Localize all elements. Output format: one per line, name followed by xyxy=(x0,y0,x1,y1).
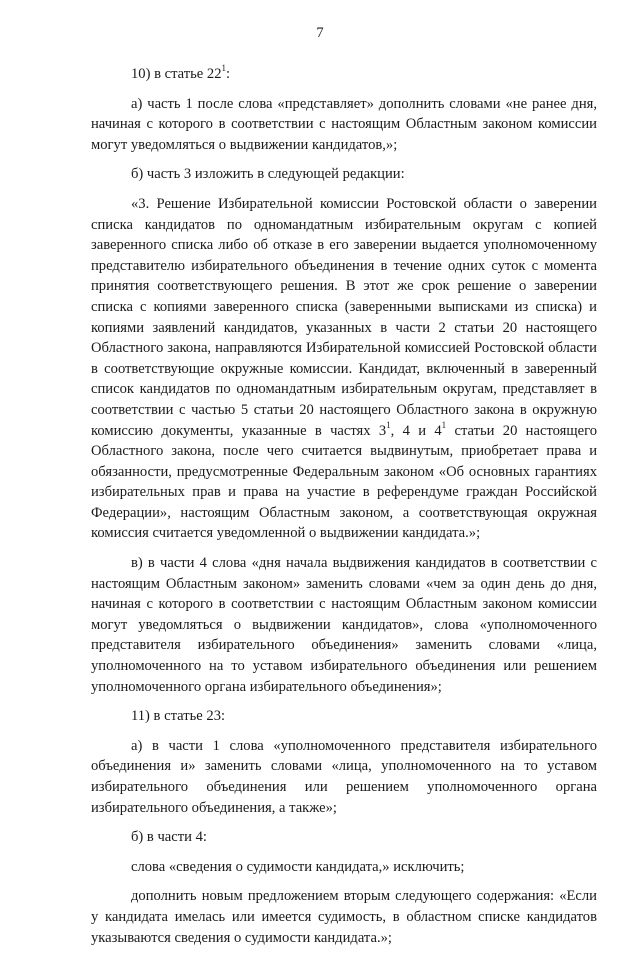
superscript: 1 xyxy=(221,63,227,74)
paragraph-text: б) в части 4: xyxy=(131,829,207,846)
paragraph-23-part-b xyxy=(91,827,597,848)
paragraph-article-23 xyxy=(91,706,597,727)
paragraph-part-b xyxy=(91,164,597,185)
paragraph-tail: : xyxy=(226,66,231,82)
superscript: 1 xyxy=(386,419,391,430)
paragraph-exclude-words xyxy=(91,857,597,878)
paragraph-new-part-3 xyxy=(91,194,597,544)
paragraph-text: б) часть 3 изложить в следующей редакции: xyxy=(131,166,405,183)
paragraph-text: а) часть 1 после слова «представляет» дополнить словами «не ранее дня, начиная с которого в соответствии с настоящим Областным законом комиссии могут уведомляться о выдвижении кандидатов,»; xyxy=(91,95,597,153)
page-number: 7 xyxy=(316,25,324,41)
paragraph-part-a xyxy=(91,94,597,156)
paragraph-article-22-1 xyxy=(91,64,597,85)
paragraph-text: в) в части 4 слова «дня начала выдвижения кандидатов в соответствии с настоящим Областным законом» заменить словами «чем за один день до дня, начиная с которого в соответствии с настоящим Областным законом комиссии могут уведомляться о выдвижении кандидатов», слова «уполномоченного представителя избирательного объединения» заменить словами «лица, уполномоченного на то уставом избирательного объединения или решением уполномоченного органа избирательного объединения»; xyxy=(91,555,597,695)
paragraph-text: 10) в статье 22 xyxy=(131,66,222,82)
paragraph-text: а) в части 1 слова «уполномоченного представителя избирательного объединения и» заменить словами «лица, уполномоченного на то уставом избирательного объединения или решением уполномоченного органа избирательного объединения, а также»; xyxy=(91,737,597,816)
superscript: 1 xyxy=(441,419,447,430)
paragraph-23-part-a xyxy=(91,736,597,818)
paragraph-tail: статьи 20 настоящего Областного закона, после чего считается выдвинутым, приобретает права и обязанности, предусмотренные Федеральным законом «Об основных гарантиях избирательных прав и права на участие в референдуме граждан Российской Федерации», настоящим Областным законом, а соответствующая окружная комиссия считается уведомленной о выдвижении кандидата.»; xyxy=(91,422,597,542)
paragraph-part-v xyxy=(91,553,597,697)
paragraph-text: «3. Решение Избирательной комиссии Ростовской области о заверении списка кандидатов по одномандатным избирательным округам с копией заверенного списка либо об отказе в его заверении выдается уполномоченному представителю избирательного объединения в течение одних суток с момента принятия соответствующего решения. В этот же срок решение о заверении списка с копиями заверенного списка (заверенными выписками из списка) и копиями заявлений кандидатов, указанных в части 2 статьи 20 настоящего Областного закона, направляются Избирательной комиссией Ростовской области в соответствующие окружные комиссии. Кандидат, включенный в заверенный список кандидатов по одномандатным избирательным округам, представляет в соответствии с частью 5 статьи 20 настоящего Областного закона в окружную комиссию документы, указанные в частях 3 xyxy=(91,195,597,439)
paragraph-add-sentence xyxy=(91,886,597,948)
document-body xyxy=(91,64,597,957)
paragraph-text: слова «сведения о судимости кандидата,» исключить; xyxy=(131,858,465,875)
paragraph-text: дополнить новым предложением вторым следующего содержания: «Если у кандидата имелась или имеется судимость, в областном списке кандидатов указываются сведения о судимости кандидата.»; xyxy=(91,888,597,946)
paragraph-text: 11) в статье 23: xyxy=(131,708,226,725)
paragraph-mid: , 4 и 4 xyxy=(390,422,442,439)
